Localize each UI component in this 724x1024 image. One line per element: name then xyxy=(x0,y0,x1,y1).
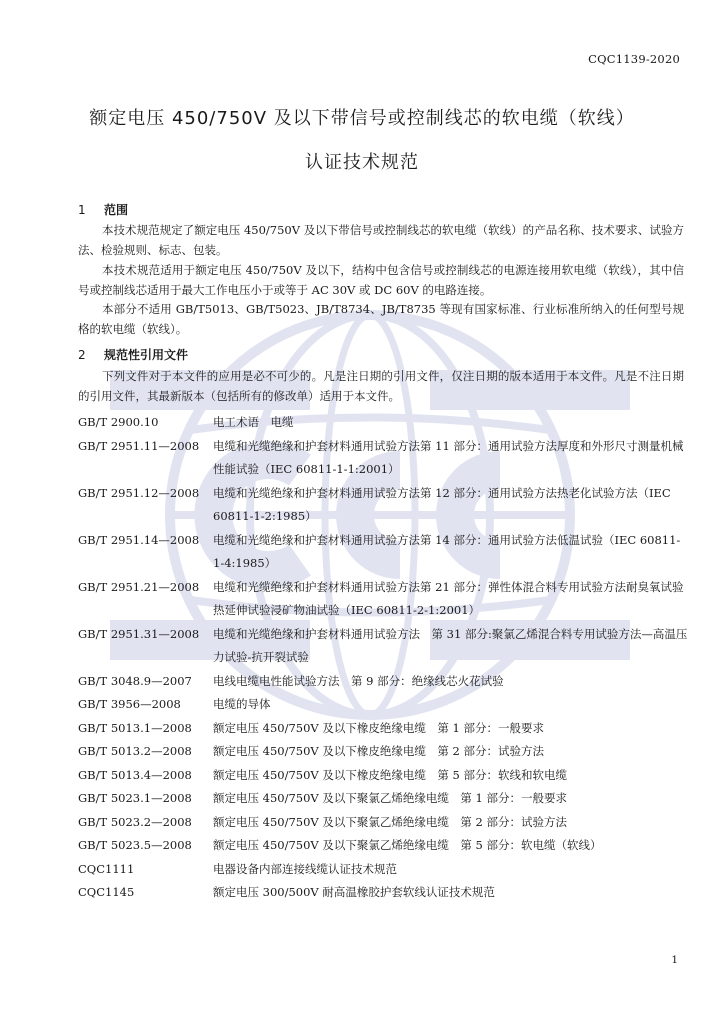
reference-item xyxy=(78,858,688,882)
scope-paragraph: 本技术规范规定了额定电压 450/750V 及以下带信号或控制线芯的软电缆（软线）的产品名称、技术要求、试验方法、检验规则、标志、包装。 xyxy=(78,223,684,257)
reference-code: GB/T 3048.9—2007 xyxy=(78,673,192,688)
reference-code: GB/T 5013.4—2008 xyxy=(78,767,192,782)
scope-paragraph: 本技术规范适用于额定电压 450/750V 及以下，结构中包含信号或控制线芯的电源连接用软电缆（软线），其中信号或控制线芯适用于最大工作电压小于或等于 AC 30V 或 DC 60V 的电路连接。 xyxy=(78,263,684,297)
section-heading-scope xyxy=(78,201,128,218)
reference-title: 额定电压 450/750V 及以下聚氯乙烯绝缘电缆 第 1 部分：一般要求 xyxy=(213,791,568,805)
document-code: CQC1139-2020 xyxy=(588,52,680,66)
reference-title: 电缆和光缆绝缘和护套材料通用试验方法第 14 部分：通用试验方法低温试验（IEC 60811-1-4:1985） xyxy=(213,532,681,570)
reference-title: 电缆和光缆绝缘和护套材料通用试验方法第 12 部分：通用试验方法热老化试验方法（IEC 60811-1-2:1985） xyxy=(213,485,671,523)
reference-item xyxy=(78,435,688,482)
reference-code: GB/T 5023.5—2008 xyxy=(78,838,192,852)
reference-code: CQC1145 xyxy=(78,885,135,899)
reference-item xyxy=(78,411,688,435)
reference-title: 电工术语 电缆 xyxy=(213,415,294,429)
reference-item xyxy=(78,764,688,788)
reference-title: 额定电压 450/750V 及以下橡皮绝缘电缆 第 2 部分：试验方法 xyxy=(213,744,545,758)
reference-title: 电缆和光缆绝缘和护套材料通用试验方法第 11 部分：通用试验方法厚度和外形尺寸测量机械性能试验（IEC 60811-1-1:2001） xyxy=(213,438,684,476)
reference-code: GB/T 2951.14—2008 xyxy=(78,532,200,547)
reference-code: GB/T 5013.2—2008 xyxy=(78,744,192,758)
references-intro-paragraph: 下列文件对于本文件的应用是必不可少的。凡是注日期的引用文件，仅注日期的版本适用于本文件。凡是不注日期的引用文件，其最新版本（包括所有的修改单）适用于本文件。 xyxy=(78,369,684,403)
section-number: 2 xyxy=(78,348,86,362)
scope-paragraph: 本部分不适用 GB/T5013、GB/T5023、JB/T8734、JB/T8735 等现有国家标准、行业标准所纳入的任何型号规格的软电缆（软线）。 xyxy=(78,302,684,336)
section-heading-normative-references xyxy=(78,346,188,363)
reference-item xyxy=(78,811,688,835)
reference-title: 额定电压 450/750V 及以下聚氯乙烯绝缘电缆 第 5 部分：软电缆（软线） xyxy=(213,838,602,852)
reference-title: 电器设备内部连接线缆认证技术规范 xyxy=(213,861,397,876)
reference-title: 额定电压 450/750V 及以下橡皮绝缘电缆 第 1 部分：一般要求 xyxy=(213,720,545,735)
reference-code: GB/T 5023.1—2008 xyxy=(78,791,192,805)
reference-title: 电缆和光缆绝缘和护套材料通用试验方法第 21 部分：弹性体混合料专用试验方法耐臭氧试验热延伸试验浸矿物油试验（IEC 60811-2-1:2001） xyxy=(213,579,684,617)
reference-item xyxy=(78,740,688,764)
reference-item xyxy=(78,717,688,741)
reference-item xyxy=(78,834,688,858)
reference-title: 额定电压 450/750V 及以下聚氯乙烯绝缘电缆 第 2 部分：试验方法 xyxy=(213,814,568,829)
reference-item xyxy=(78,623,688,670)
reference-code: GB/T 2951.12—2008 xyxy=(78,485,200,500)
page-number: 1 xyxy=(671,954,678,966)
document-title: 额定电压 450/750V 及以下带信号或控制线芯的软电缆（软线） xyxy=(89,108,635,129)
reference-code: GB/T 3956—2008 xyxy=(78,697,181,711)
reference-code: CQC1111 xyxy=(78,861,135,876)
section-title: 规范性引用文件 xyxy=(104,348,189,362)
reference-title: 额定电压 300/500V 耐高温橡胶护套软线认证技术规范 xyxy=(213,885,495,899)
reference-code: GB/T 2900.10 xyxy=(78,415,159,429)
reference-title: 额定电压 450/750V 及以下橡皮绝缘电缆 第 5 部分：软线和软电缆 xyxy=(213,767,568,782)
reference-item xyxy=(78,787,688,811)
reference-code: GB/T 5023.2—2008 xyxy=(78,814,192,829)
reference-code: GB/T 2951.11—2008 xyxy=(78,438,200,453)
reference-item xyxy=(78,529,688,576)
section-number: 1 xyxy=(78,203,86,217)
reference-item xyxy=(78,670,688,694)
reference-item xyxy=(78,693,688,717)
reference-item xyxy=(78,576,688,623)
reference-item xyxy=(78,482,688,529)
reference-code: GB/T 2951.21—2008 xyxy=(78,579,200,594)
reference-item xyxy=(78,881,688,905)
reference-code: GB/T 5013.1—2008 xyxy=(78,720,192,735)
reference-title: 电线电缆电性能试验方法 第 9 部分：绝缘线芯火花试验 xyxy=(213,673,504,688)
reference-title: 电缆的导体 xyxy=(213,697,271,711)
reference-title: 电缆和光缆绝缘和护套材料通用试验方法 第 31 部分:聚氯乙烯混合料专用试验方法—高温压力试验-抗开裂试验 xyxy=(213,626,688,664)
reference-code: GB/T 2951.31—2008 xyxy=(78,626,200,641)
reference-list xyxy=(78,411,688,905)
section-title: 范围 xyxy=(104,203,129,217)
document-subtitle: 认证技术规范 xyxy=(305,152,419,173)
